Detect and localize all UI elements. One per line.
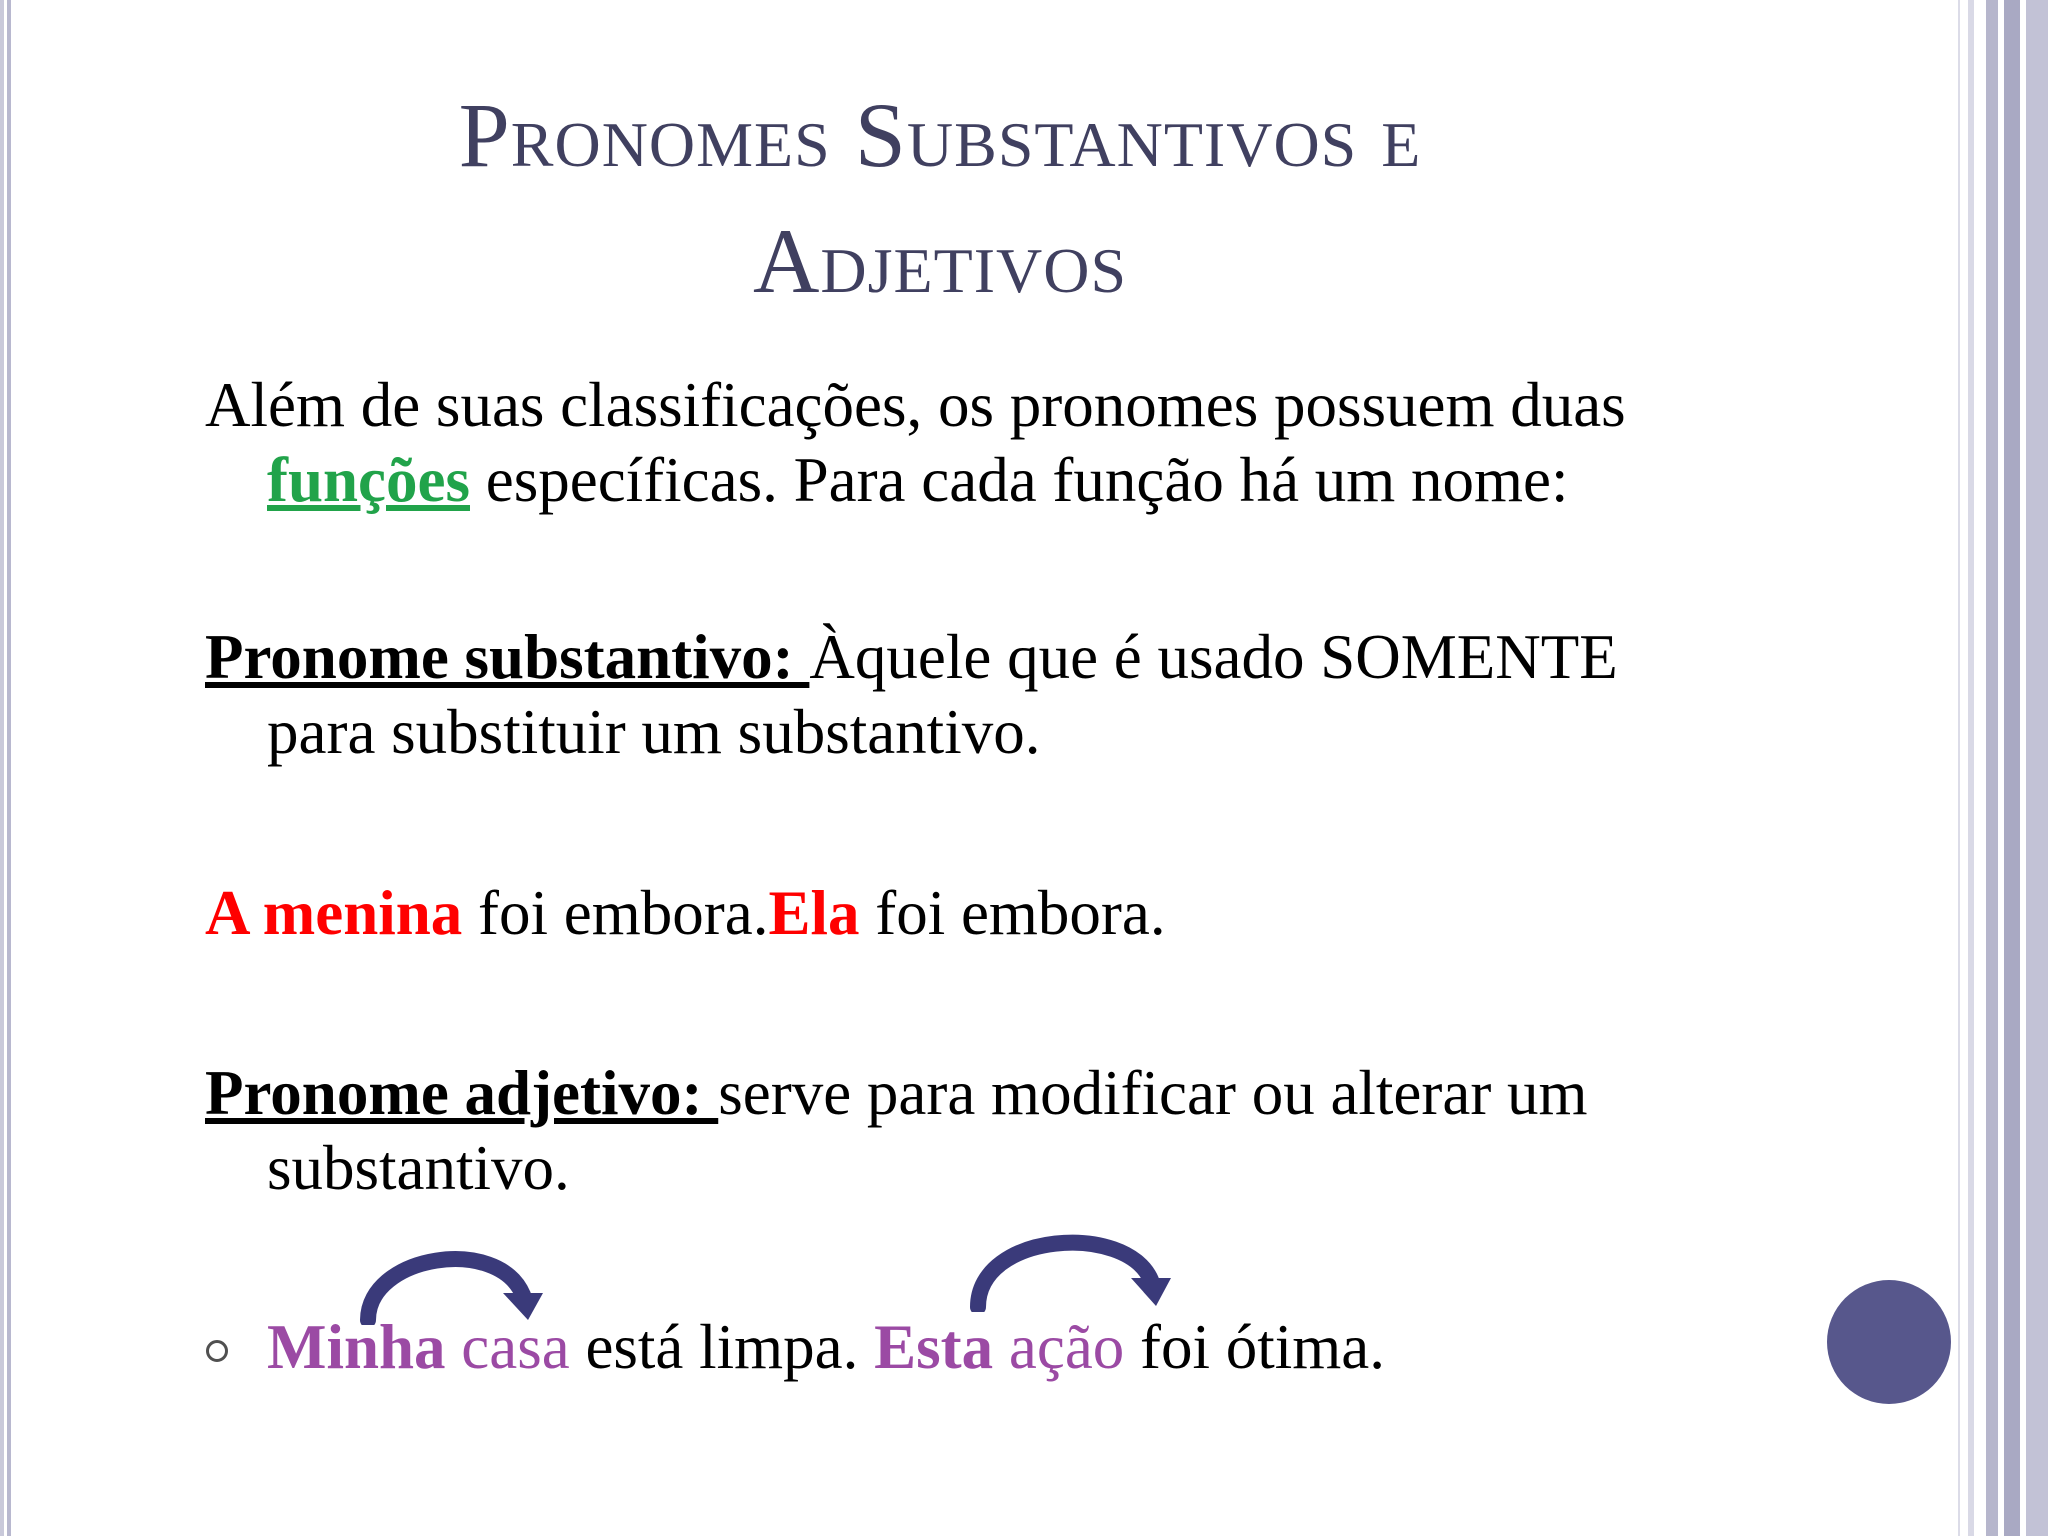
example2-minha: Minha <box>267 1312 446 1382</box>
example1-predicate-1: foi embora. <box>462 878 769 948</box>
slide-title <box>270 72 1610 324</box>
intro-text-a: Além de suas classificações, os pronomes possuem duas <box>205 370 1626 440</box>
example-2 <box>267 1310 1827 1385</box>
example2-text-1: está limpa. <box>569 1312 875 1382</box>
title-line-2: Adjetivos <box>752 210 1128 312</box>
substantivo-paragraph <box>205 620 1765 770</box>
substantivo-def-a: Àquele que é usado SOMENTE <box>809 622 1618 692</box>
adjetivo-def-b: substantivo. <box>267 1133 570 1203</box>
left-border-decoration <box>0 0 14 1536</box>
bullet-circle-icon <box>206 1340 228 1362</box>
example1-subject: A menina <box>205 878 463 948</box>
example1-predicate-2: foi embora. <box>859 878 1166 948</box>
substantivo-def-b: para substituir um substantivo. <box>267 697 1041 767</box>
adjetivo-paragraph <box>205 1056 1765 1206</box>
example2-text-2: foi ótima. <box>1124 1312 1386 1382</box>
adjetivo-def-a: serve para modificar ou alterar um <box>718 1058 1588 1128</box>
title-line-1: Pronomes Substantivos e <box>458 84 1422 186</box>
example1-pronoun: Ela <box>768 878 860 948</box>
intro-text-b: específicas. Para cada função há um nome: <box>470 445 1569 515</box>
curved-arrow-icon <box>966 1222 1176 1312</box>
example-1 <box>205 876 1765 951</box>
adjetivo-term: Pronome adjetivo: <box>205 1058 719 1128</box>
example2-esta: Esta <box>874 1312 994 1382</box>
intro-paragraph <box>205 368 1765 518</box>
right-border-decoration <box>1960 0 2048 1536</box>
decorative-circle <box>1827 1280 1951 1404</box>
substantivo-term: Pronome substantivo: <box>205 622 810 692</box>
example2-acao: ação <box>993 1312 1125 1382</box>
intro-line-2 <box>205 443 1765 518</box>
funcoes-link-text: funções <box>267 445 470 515</box>
example2-casa: casa <box>445 1312 570 1382</box>
